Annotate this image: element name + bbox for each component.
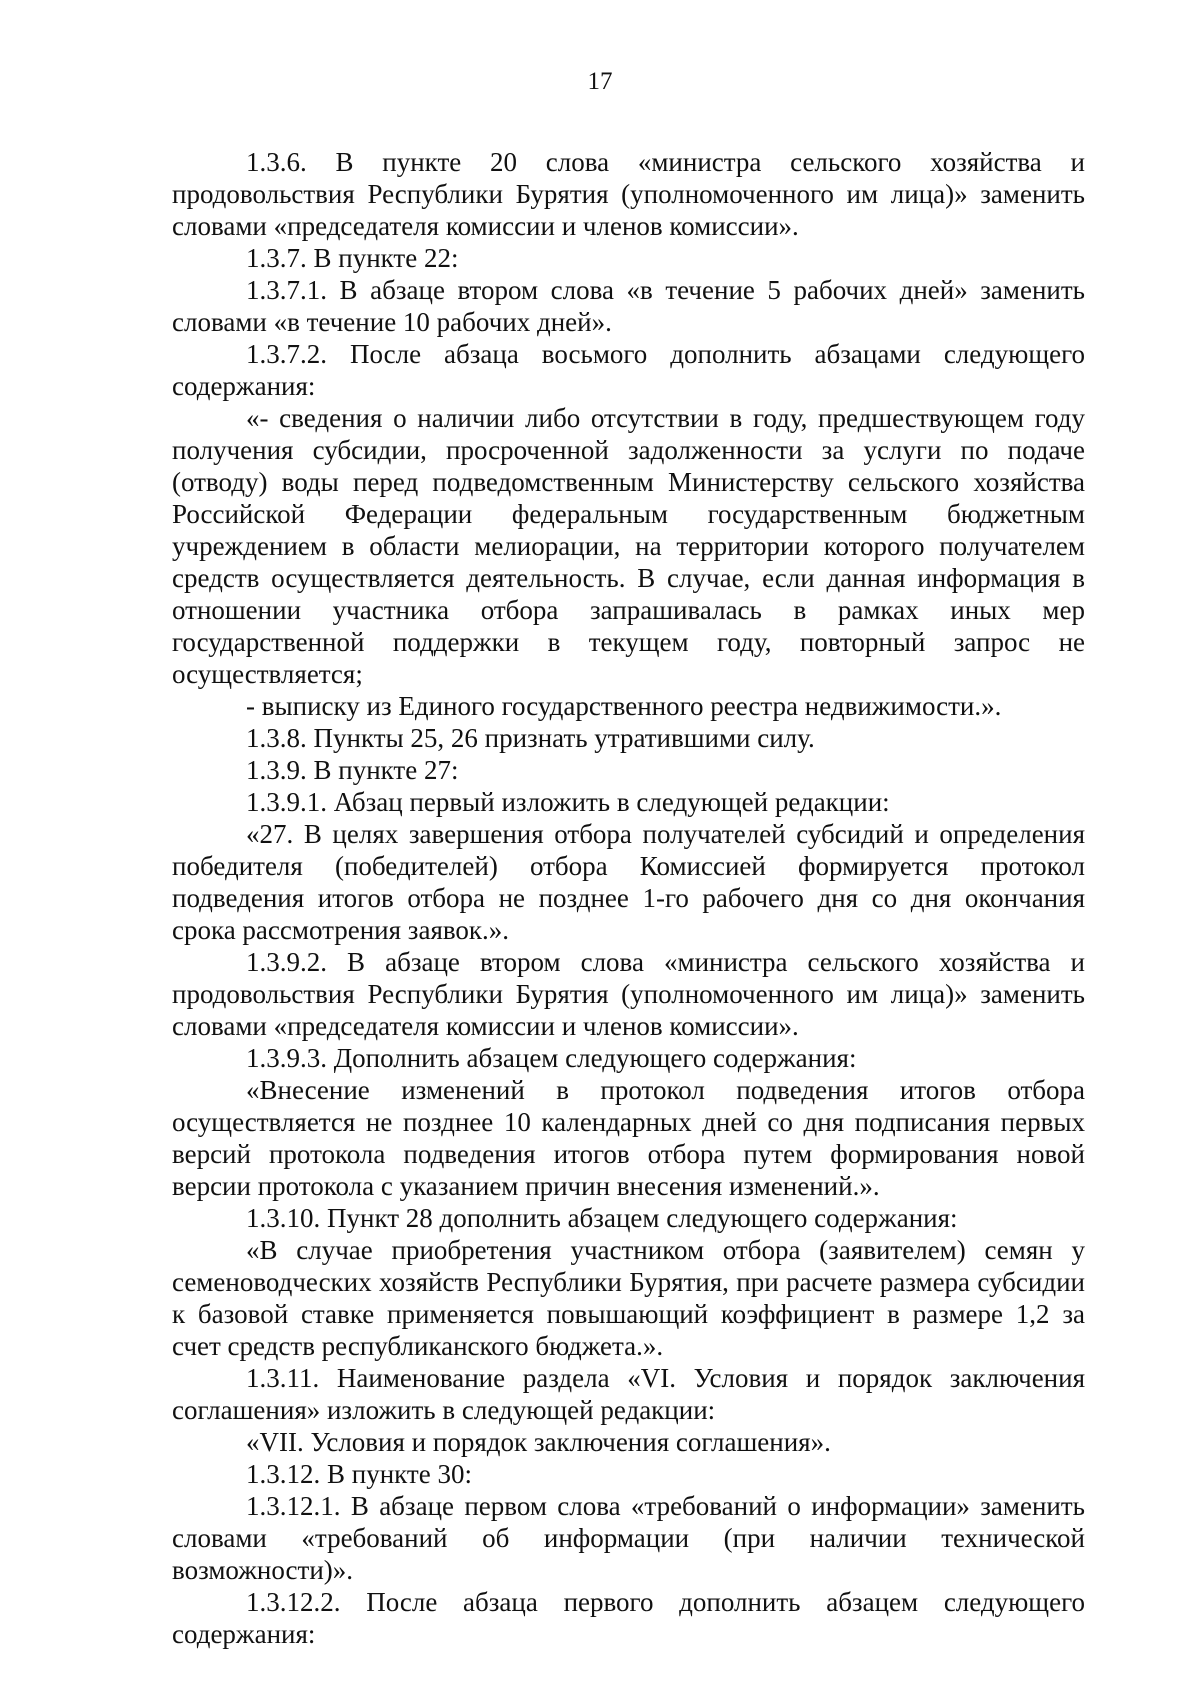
paragraph-1-3-10: 1.3.10. Пункт 28 дополнить абзацем следующего содержания: [246,1203,958,1233]
paragraph-1-3-9: 1.3.9. В пункте 27: [246,755,459,785]
paragraph-1-3-9-3: 1.3.9.3. Дополнить абзацем следующего содержания: [246,1043,857,1073]
paragraph-1-3-9-2: 1.3.9.2. В абзаце втором слова «министра сельского хозяйства и продовольствия Республики Бурятия (уполномоченного им лица)» заменить словами «председателя комиссии и членов комиссии». [172,947,1085,1041]
paragraph-1-3-12-2: 1.3.12.2. После абзаца первого дополнить абзацем следующего содержания: [172,1587,1085,1649]
quoted-paragraph-svedeniya: «- сведения о наличии либо отсутствии в году, предшествующем году получения субсидии, просроченной задолженности за услуги по подаче (отводу) воды перед подведомственным Министерству сельского хозяйства Российской Федерации федеральным государственным бюджетным учреждением в области мелиорации, на территории которого получателем средств осуществляется деятельность. В случае, если данная информация в отношении участника отбора запрашивалась в рамках иных мер государственной поддержки в текущем году, повторный запрос не осуществляется; [172,403,1085,689]
paragraph-1-3-7-2: 1.3.7.2. После абзаца восьмого дополнить абзацами следующего содержания: [172,339,1085,401]
paragraph-1-3-12-1: 1.3.12.1. В абзаце первом слова «требований о информации» заменить словами «требований об информации (при наличии технической возможности)». [172,1491,1085,1585]
quoted-paragraph-vnesenie: «Внесение изменений в протокол подведения итогов отбора осуществляется не позднее 10 календарных дней со дня подписания первых версий протокола подведения итогов отбора путем формирования новой версии протокола с указанием причин внесения изменений.». [172,1075,1085,1201]
quoted-section-title-vii: «VII. Условия и порядок заключения соглашения». [246,1427,831,1457]
paragraph-1-3-9-1: 1.3.9.1. Абзац первый изложить в следующей редакции: [246,787,890,817]
paragraph-1-3-11: 1.3.11. Наименование раздела «VI. Условия и порядок заключения соглашения» изложить в следующей редакции: [172,1363,1085,1425]
page-number: 17 [587,68,613,95]
paragraph-1-3-7-1: 1.3.7.1. В абзаце втором слова «в течение 5 рабочих дней» заменить словами «в течение 10 рабочих дней». [172,275,1085,337]
paragraph-1-3-7: 1.3.7. В пункте 22: [246,243,459,273]
paragraph-1-3-12: 1.3.12. В пункте 30: [246,1459,472,1489]
document-body [172,146,1085,1650]
paragraph-1-3-6: 1.3.6. В пункте 20 слова «министра сельского хозяйства и продовольствия Республики Бурятия (уполномоченного им лица)» заменить словами «председателя комиссии и членов комиссии». [172,147,1085,241]
quoted-paragraph-v-sluchae: «В случае приобретения участником отбора (заявителем) семян у семеноводческих хозяйств Республики Бурятия, при расчете размера субсидии к базовой ставке применяется повышающий коэффициент в размере 1,2 за счет средств республиканского бюджета.». [172,1235,1085,1361]
quoted-paragraph-vypisku: - выписку из Единого государственного реестра недвижимости.». [246,691,1002,721]
paragraph-1-3-8: 1.3.8. Пункты 25, 26 признать утратившими силу. [246,723,815,753]
quoted-paragraph-27: «27. В целях завершения отбора получателей субсидий и определения победителя (победителей) отбора Комиссией формируется протокол подведения итогов отбора не позднее 1-го рабочего дня со дня окончания срока рассмотрения заявок.». [172,819,1085,945]
